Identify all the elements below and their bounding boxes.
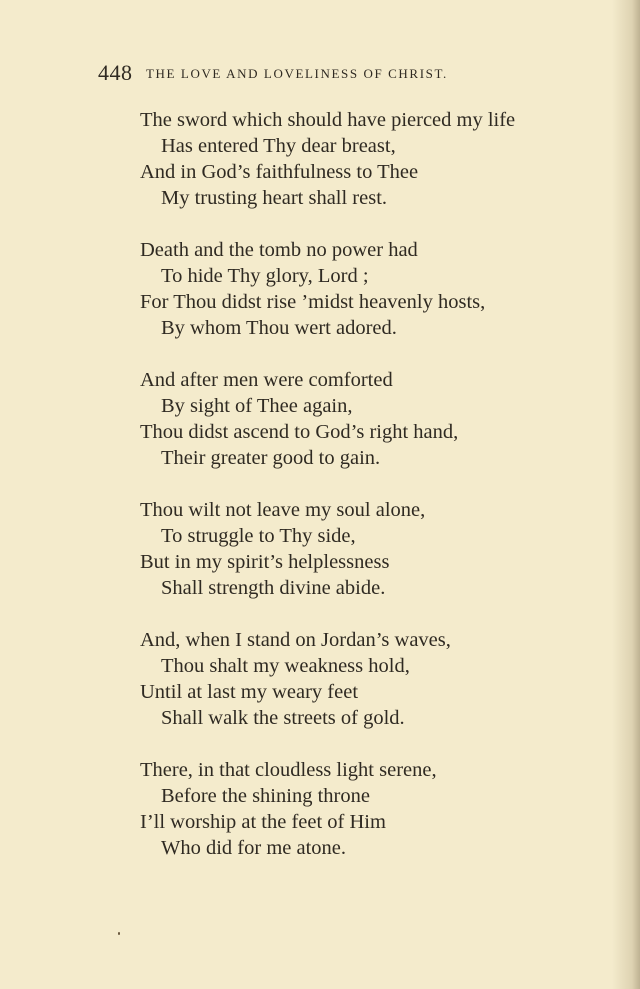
page-header	[98, 60, 548, 86]
stanza-6	[140, 757, 620, 861]
poem-line: To struggle to Thy side,	[161, 525, 356, 547]
poem-line: There, in that cloudless light serene,	[140, 759, 437, 781]
poem-line: My trusting heart shall rest.	[161, 187, 388, 209]
poem-line: By sight of Thee again,	[161, 395, 353, 417]
poem-line: Shall strength divine abide.	[161, 577, 386, 599]
poem-line: For Thou didst rise ’midst heavenly hosts,	[140, 291, 486, 313]
poem-line: By whom Thou wert adored.	[161, 317, 397, 339]
poem	[140, 107, 620, 887]
poem-line: I’ll worship at the feet of Him	[140, 811, 386, 833]
poem-line: But in my spirit’s helplessness	[140, 551, 390, 573]
poem-line: Until at last my weary feet	[140, 681, 359, 703]
stanza-5	[140, 627, 620, 731]
print-speck	[118, 932, 120, 935]
poem-line: Who did for me atone.	[161, 837, 347, 859]
poem-line: Has entered Thy dear breast,	[161, 135, 396, 157]
stanza-1	[140, 107, 620, 211]
poem-line: The sword which should have pierced my life	[140, 109, 516, 131]
poem-line: And after men were comforted	[140, 369, 393, 391]
poem-line: And in God’s faithfulness to Thee	[140, 161, 419, 183]
poem-line: Death and the tomb no power had	[140, 239, 418, 261]
poem-line: Thou shalt my weakness hold,	[161, 655, 410, 677]
poem-line: To hide Thy glory, Lord ;	[161, 265, 369, 287]
stanza-2	[140, 237, 620, 341]
running-title: THE LOVE AND LOVELINESS OF CHRIST.	[146, 66, 448, 81]
poem-line: Their greater good to gain.	[161, 447, 381, 469]
poem-line: And, when I stand on Jordan’s waves,	[140, 629, 451, 651]
stanza-4	[140, 497, 620, 601]
poem-line: Thou didst ascend to God’s right hand,	[140, 421, 459, 443]
poem-line: Before the shining throne	[161, 785, 370, 807]
poem-line: Shall walk the streets of gold.	[161, 707, 405, 729]
page-number: 448	[98, 60, 133, 85]
poem-line: Thou wilt not leave my soul alone,	[140, 499, 426, 521]
stanza-3	[140, 367, 620, 471]
